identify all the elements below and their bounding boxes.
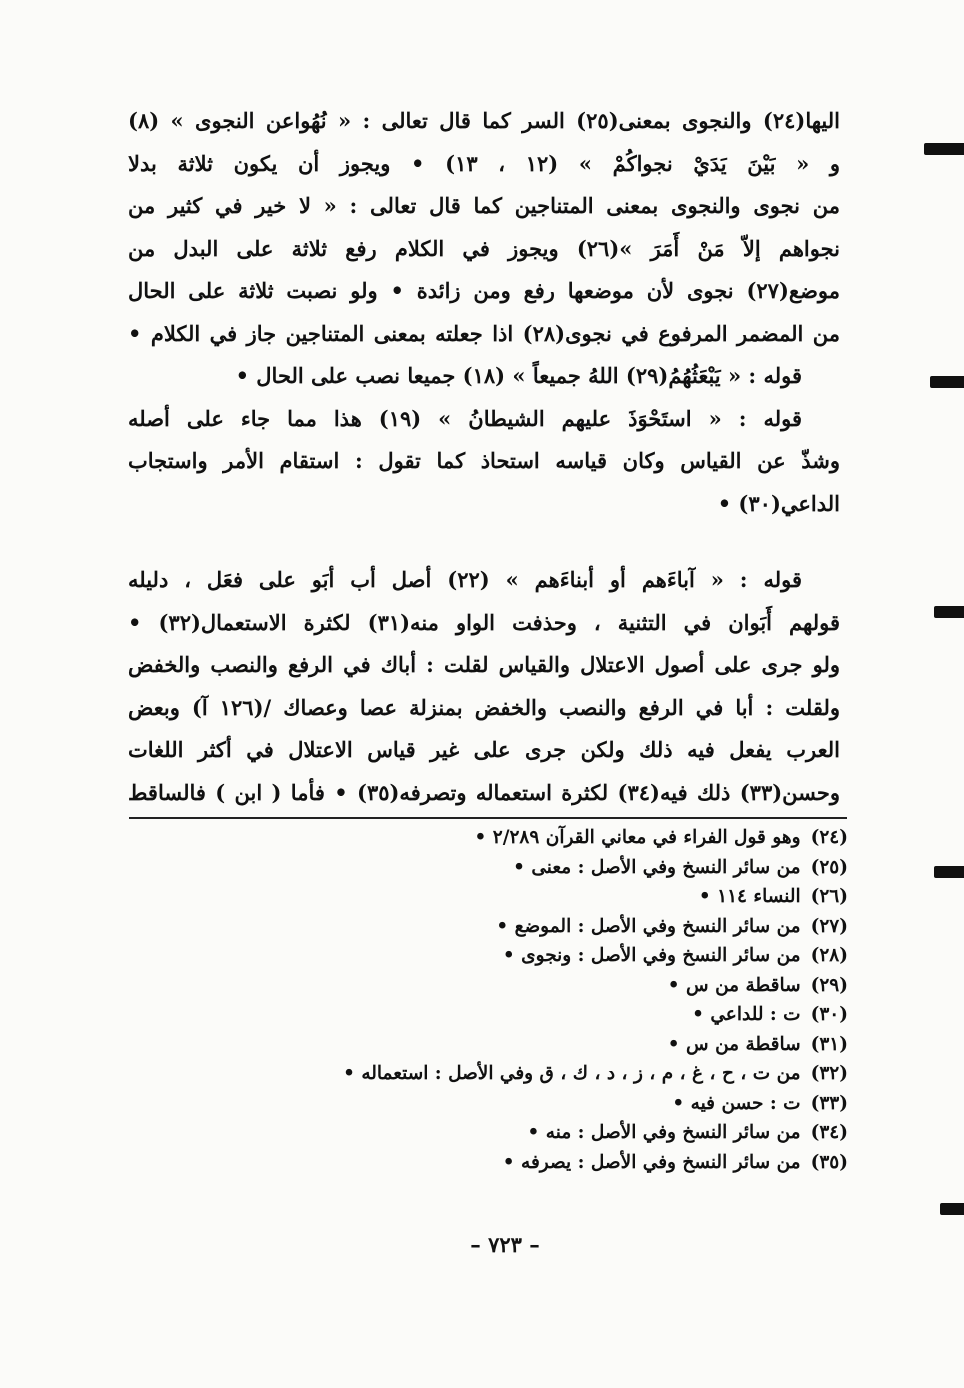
binding-mark xyxy=(940,1203,964,1215)
footnote-number: (٣٣) xyxy=(810,1092,848,1114)
text-line: قوله : « استَحْوَذَ عليهم الشيطانُ » (١٩) هذا مما جاء على أصله xyxy=(128,405,802,431)
footnote xyxy=(200,823,848,853)
text-line: و « بَيْنَ يَدَيْ نجواكُمْ » (١٢ ، ١٣) • ويجوز أن يكون ثلاثة بدلا xyxy=(128,150,840,176)
text-line: ولو جرى على أصول الاعتلال والقياس لقلت : أباك في الرفع والنصب والخفض xyxy=(128,652,840,677)
footnote xyxy=(200,941,848,971)
text-line: قوله : « آباءَهم أو أبناءَهم » (٢٢) أصل أب أبَو على فعَل ، دليله xyxy=(128,567,802,592)
text-line: نجواهم إلاّ مَنْ أَمَرَ »(٢٦) ويجوز في الكلام رفع ثلاثة على البدل من xyxy=(128,235,840,261)
paragraph-gap xyxy=(128,525,840,559)
footnote-text: من سائر النسخ وفي الأصل : الموضع • xyxy=(496,915,801,937)
text-line: وشذّ عن القياس وكان قياسه استحاذ كما تقول : استقام الأمر واستجاب xyxy=(128,448,840,473)
footnote-number: (٢٨) xyxy=(810,945,848,966)
footnote-text: النساء ١١٤ • xyxy=(698,886,801,907)
footnote-text: من سائر النسخ وفي الأصل : ونجوى • xyxy=(502,945,801,966)
footnote-number: (٢٥) xyxy=(810,856,848,878)
footnote xyxy=(200,1059,848,1089)
binding-mark xyxy=(930,376,964,388)
footnote-text: من سائر النسخ وفي الأصل : يصرفه • xyxy=(502,1151,801,1173)
text-line: اليها(٢٤) والنجوى بمعنى(٢٥) السر كما قال تعالى : « نُهُواعن النجوى » (٨) xyxy=(128,108,840,133)
footnote xyxy=(200,971,848,1001)
footnote xyxy=(200,853,848,883)
footnote xyxy=(200,1000,848,1030)
footnote xyxy=(200,882,848,912)
page-number: – ٧٢٣ – xyxy=(470,1232,540,1257)
footnote-number: (٣٢) xyxy=(810,1063,848,1084)
footnotes xyxy=(200,823,848,1177)
text-line: الداعي(٣٠) • xyxy=(717,490,840,516)
footnote xyxy=(200,1030,848,1060)
footnote-text: ساقطة من س • xyxy=(667,974,801,996)
text-line: من نجوى والنجوى بمعنى المتناجين كما قال تعالى : « لا خير في كثير من xyxy=(128,193,840,218)
text-line: وحسن(٣٣) ذلك فيه(٣٤) لكثرة استعماله وتصرفه(٣٥) • فأما ( ابن ) فالساقط xyxy=(128,779,840,805)
footnote-number: (٢٧) xyxy=(810,915,848,937)
footnote-text: ت : حسن فيه • xyxy=(672,1092,801,1114)
footnote-number: (٣٥) xyxy=(810,1151,848,1173)
footnote xyxy=(200,1148,848,1178)
main-text xyxy=(128,100,840,814)
footnote-number: (٢٩) xyxy=(810,974,848,996)
text-line: من المضمر المرفوع في نجوى(٢٨) اذا جعلته بمعنى المتناجين جاز في الكلام • xyxy=(128,320,840,346)
text-line: موضع(٢٧) نجوى لأن موضعها رفع ومن زائدة • ولو نصبت ثلاثة على الحال xyxy=(128,278,840,303)
binding-mark xyxy=(934,866,964,878)
footnote-separator xyxy=(129,817,847,819)
footnote xyxy=(200,1118,848,1148)
footnote-text: من ت ، ح ، غ ، م ، ز ، د ، ك ، ق وفي الأصل : استعماله • xyxy=(343,1063,801,1084)
text-line: قوله : « يَبْعَثُهُمُ(٢٩) اللهُ جميعاً » (١٨) جميعا نصب على الحال • xyxy=(235,363,802,388)
footnote-text: ت : للداعي • xyxy=(692,1004,801,1025)
footnote-number: (٢٦) xyxy=(810,886,848,907)
footnote-text: من سائر النسخ وفي الأصل : معنى • xyxy=(513,856,801,878)
footnote-text: وهو قول الفراء في معاني القرآن ٢/٢٨٩ • xyxy=(474,827,801,848)
footnote-number: (٣٤) xyxy=(810,1122,848,1143)
text-line: ولقلت : أبا في الرفع والنصب والخفض بمنزلة عصا وعصاك /(١٢٦ آ) وبعض xyxy=(128,694,840,720)
footnote-number: (٣١) xyxy=(810,1033,848,1055)
footnote xyxy=(200,1089,848,1119)
text-line: العرب يفعل فيه ذلك ولكن جرى على غير قياس الاعتلال في أكثر اللغات xyxy=(128,737,840,762)
footnote-text: ساقطة من س • xyxy=(667,1033,801,1055)
binding-mark xyxy=(924,143,964,155)
footnote xyxy=(200,912,848,942)
text-line: قولهم أَبَوان في التثنية ، وحذفت الواو منه(٣١) لكثرة الاستعمال(٣٢) • xyxy=(128,609,840,635)
binding-mark xyxy=(934,606,964,618)
footnote-number: (٣٠) xyxy=(810,1004,848,1025)
footnote-number: (٢٤) xyxy=(810,827,848,848)
footnote-text: من سائر النسخ وفي الأصل : منه • xyxy=(527,1122,801,1143)
